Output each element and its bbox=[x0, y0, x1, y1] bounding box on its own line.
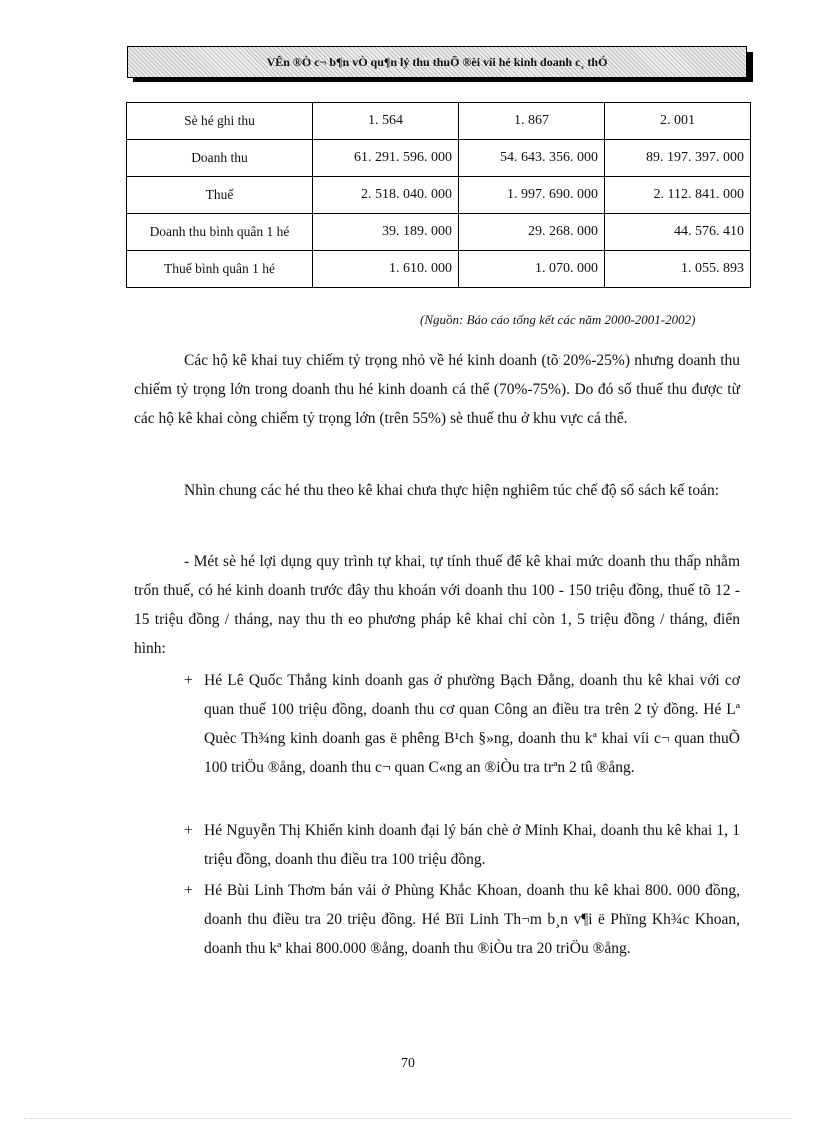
table-cell: 1. 564 bbox=[313, 103, 459, 140]
list-item-text: Hé Nguyễn Thị Khiển kinh doanh đại lý bán chè ở Minh Khai, doanh thu kê khai 1, 1 triệu đồng, doanh thu điều tra 100 triệu đồng. bbox=[204, 822, 740, 868]
table-cell: 89. 197. 397. 000 bbox=[605, 140, 751, 177]
bullet-marker: + bbox=[184, 882, 193, 899]
table-row bbox=[127, 251, 751, 288]
row-label: Sè hé ghi thu bbox=[127, 103, 313, 140]
table-row bbox=[127, 140, 751, 177]
paragraph-text: Các hộ kê khai tuy chiếm tỷ trọng nhỏ về hé kinh doanh (tõ 20%-25%) nhưng doanh thu chiếm tỷ trọng lớn trong doanh thu hé kinh doanh cá thể (70%-75%). Do đó số thuế thu được từ các hộ kê khai còng chiếm tỷ trọng lớn (trên 55%) sè thuế thu ở khu vực cá thể. bbox=[134, 352, 740, 427]
table-cell: 1. 997. 690. 000 bbox=[459, 177, 605, 214]
table-cell: 1. 610. 000 bbox=[313, 251, 459, 288]
running-header-title: VÊn ®Ò c¬ b¶n vÒ qu¶n lý thu thuÕ ®èi víi hé kinh doanh c¸ thÓ bbox=[266, 55, 608, 69]
list-item bbox=[184, 816, 740, 874]
bullet-marker: + bbox=[184, 822, 193, 839]
statistics-table bbox=[126, 102, 751, 288]
paragraph-text: Nhìn chung các hé thu theo kê khai chưa thực hiện nghiêm túc chế độ sổ sách kế toán: bbox=[184, 482, 720, 499]
list-item bbox=[184, 666, 740, 782]
table-cell: 2. 518. 040. 000 bbox=[313, 177, 459, 214]
table-row bbox=[127, 103, 751, 140]
table-source-note: (Nguồn: Báo cáo tổng kết các năm 2000-2001-2002) bbox=[420, 312, 696, 327]
list-item-text: Hé Bùi Linh Thơm bán vải ở Phùng Khắc Khoan, doanh thu kê khai 800. 000 đồng, doanh thu điều tra 20 triệu đồng. Hé Bïi Linh Th¬m b¸n v¶i ë Phïng Kh¾c Khoan, doanh thu kª khai 800.000 ®ång, doanh thu ®iÒu tra 20 triÖu ®ång. bbox=[204, 882, 740, 957]
running-header bbox=[127, 46, 747, 78]
paragraph bbox=[134, 346, 740, 433]
list-item bbox=[184, 876, 740, 963]
page-number: 70 bbox=[401, 1056, 415, 1071]
list-item-text: Hé Lê Quốc Thắng kinh doanh gas ở phường Bạch Đằng, doanh thu kê khai với cơ quan thuế 100 triệu đồng, doanh thu cơ quan Công an điều tra trên 2 tỷ đồng. Hé Lª Quèc Th¾ng kinh doanh gas ë phêng B¹ch §»ng, doanh thu kª khai víi c¬ quan thuÕ 100 triÖu ®ång, doanh thu c¬ quan C«ng an ®iÒu tra trªn 2 tû ®ång. bbox=[204, 672, 740, 776]
table-cell: 1. 867 bbox=[459, 103, 605, 140]
row-label: Doanh thu bình quân 1 hé bbox=[127, 214, 313, 251]
table-row bbox=[127, 177, 751, 214]
table-cell: 2. 001 bbox=[605, 103, 751, 140]
paragraph bbox=[134, 547, 740, 663]
row-label: Thuế bbox=[127, 177, 313, 214]
table-cell: 29. 268. 000 bbox=[459, 214, 605, 251]
table-cell: 44. 576. 410 bbox=[605, 214, 751, 251]
table-cell: 2. 112. 841. 000 bbox=[605, 177, 751, 214]
table-cell: 61. 291. 596. 000 bbox=[313, 140, 459, 177]
row-label: Thuế bình quân 1 hé bbox=[127, 251, 313, 288]
row-label: Doanh thu bbox=[127, 140, 313, 177]
table-cell: 39. 189. 000 bbox=[313, 214, 459, 251]
table-cell: 1. 055. 893 bbox=[605, 251, 751, 288]
table-cell: 54. 643. 356. 000 bbox=[459, 140, 605, 177]
bullet-marker: + bbox=[184, 672, 193, 689]
paragraph-text: - Mét sè hé lợi dụng quy trình tự khai, tự tính thuế để kê khai mức doanh thu thấp nhằm trốn thuế, có hé kinh doanh trước đây thu khoán với doanh thu 100 - 150 triệu đồng, thuế tõ 12 - 15 triệu đồng / tháng, nay thu th eo phương pháp kê khai chỉ còn 1, 5 triệu đồng / tháng, điển hình: bbox=[134, 553, 740, 657]
paragraph bbox=[134, 476, 740, 505]
footer-divider bbox=[24, 1118, 792, 1119]
table-cell: 1. 070. 000 bbox=[459, 251, 605, 288]
table-row bbox=[127, 214, 751, 251]
